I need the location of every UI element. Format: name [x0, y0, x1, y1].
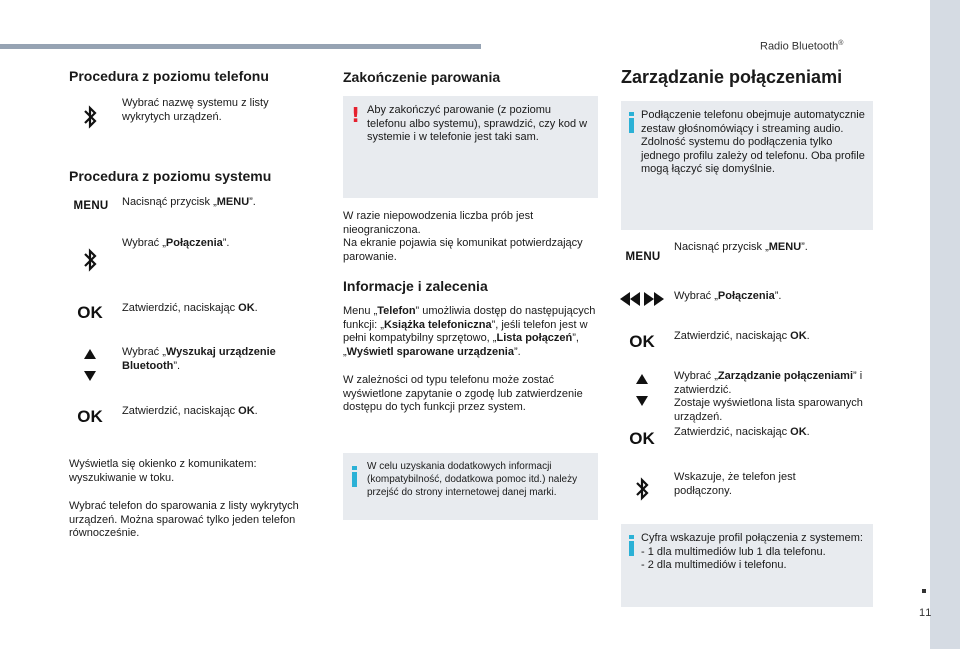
info-text: Podłączenie telefonu obejmuje automatycznie zestaw głośnomówiący i streaming audio. Zdolność systemu do podłączenia tylko jednego profilu zależy od telefonu. Oba profile mogą łączyć się domyślnie. — [641, 109, 865, 175]
bluetooth-icon — [630, 474, 654, 504]
system-step-4: Wybrać „Wyszukaj urządzenie Bluetooth”. — [122, 346, 276, 372]
header-accent-bar — [0, 44, 481, 49]
profile-info-text: Cyfra wskazuje profil połączenia z systemem: - 1 dla multimediów lub 1 dla telefonu. - 2 dla multimediów i telefonu. — [641, 532, 863, 571]
select-phone-text: Wybrać telefon do sparowania z listy wykrytych urządzeń. Można sparować tylko jeden telefon równocześnie. — [69, 500, 299, 539]
system-procedure-heading: Procedura z poziomu systemu — [69, 168, 272, 184]
bluetooth-icon — [78, 245, 102, 275]
chapter-title: Radio Bluetooth® — [760, 40, 844, 53]
phone-menu-text: Menu „Telefon” umożliwia dostęp do następujących funkcji: „Książka telefoniczna”, jeśli telefon jest w pełni kompatybilny sprzętowo, „Lista połączeń”, „Wyświetl sparowane urządzenia”. — [343, 305, 596, 358]
ok-button-icon: OK — [629, 429, 655, 448]
connections-heading: Zarządzanie połączeniami — [621, 67, 843, 87]
phone-procedure-heading: Procedura z poziomu telefonu — [69, 68, 269, 84]
failure-text: W razie niepowodzenia liczba prób jest nieograniczona. Na ekranie pojawia się komunikat potwierdzający parowanie. — [343, 210, 583, 263]
ok-button-icon: OK — [77, 303, 103, 322]
info-icon — [629, 111, 634, 133]
phone-type-text: W zależności od typu telefonu może zostać wyświetlone zapytanie o zgodę lub zatwierdzenie dostępu do tych funkcji przez system. — [343, 374, 583, 413]
up-down-arrows-icon — [632, 372, 652, 408]
warning-icon: ! — [351, 103, 361, 127]
info-box — [343, 453, 598, 520]
up-down-arrows-icon — [80, 347, 100, 383]
info-box — [621, 524, 873, 607]
manage-step-2: Wybrać „Połączenia”. — [674, 290, 782, 302]
system-step-1: Nacisnąć przycisk „MENU”. — [122, 196, 256, 208]
phone-connected-text: Wskazuje, że telefon jest podłączony. — [674, 471, 796, 497]
bluetooth-icon — [78, 102, 102, 132]
chapter-side-tab — [930, 0, 960, 649]
page-marker — [922, 589, 926, 593]
left-right-arrows-icon — [619, 291, 665, 307]
warning-text: Aby zakończyć parowanie (z poziomu telefonu albo systemu), sprawdzić, czy kod w systemie i w telefonie jest taki sam. — [367, 104, 588, 143]
manage-step-3: Zatwierdzić, naciskając OK. — [674, 330, 810, 342]
menu-button-icon: MENU — [625, 251, 661, 263]
ok-button-icon: OK — [77, 407, 103, 426]
phone-step-text: Wybrać nazwę systemu z listy wykrytych urządzeń. — [122, 97, 269, 123]
info-icon — [629, 534, 634, 556]
info-icon — [352, 465, 357, 487]
menu-button-icon: MENU — [73, 200, 109, 212]
manage-step-1: Nacisnąć przycisk „MENU”. — [674, 241, 808, 253]
system-step-2: Wybrać „Połączenia”. — [122, 237, 230, 249]
info-box — [621, 101, 873, 230]
search-message-text: Wyświetla się okienko z komunikatem: wyszukiwanie w toku. — [69, 458, 257, 484]
warning-box — [343, 96, 598, 198]
info-recommendations-heading: Informacje i zalecenia — [343, 278, 488, 294]
info-text: W celu uzyskania dodatkowych informacji (kompatybilność, dodatkowa pomoc itd.) należy przejść do strony internetowej danej marki. — [367, 461, 578, 498]
manage-step-4: Wybrać „Zarządzanie połączeniami” i zatwierdzić. Zostaje wyświetlona lista sparowanych urządzeń. — [674, 370, 863, 423]
system-step-3: Zatwierdzić, naciskając OK. — [122, 302, 258, 314]
manage-step-5: Zatwierdzić, naciskając OK. — [674, 426, 810, 438]
pairing-completion-heading: Zakończenie parowania — [343, 69, 501, 85]
ok-button-icon: OK — [629, 332, 655, 351]
page-number: 11 — [919, 607, 933, 619]
system-step-5: Zatwierdzić, naciskając OK. — [122, 405, 258, 417]
